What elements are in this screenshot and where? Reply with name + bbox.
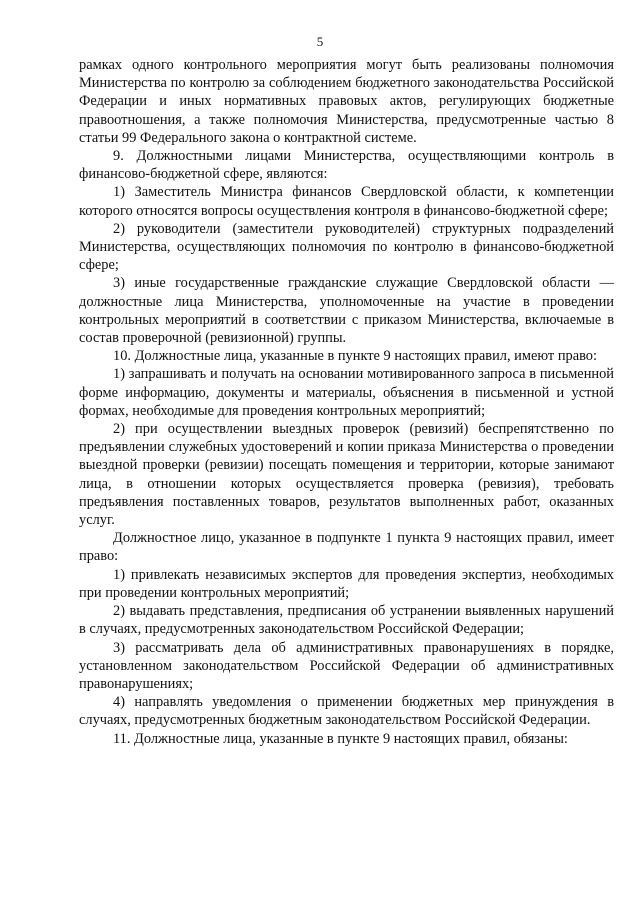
paragraph-item-9-2: 2) руководители (заместители руководителей) структурных подразделений Министерства, осуществляющих полномочия по контролю в финансово-бюджетной сфере; — [79, 220, 614, 274]
paragraph-item-10-1: 1) запрашивать и получать на основании мотивированного запроса в письменной форме информацию, документы и материалы, объяснения в письменной и устной формах, необходимые для проведения контрольных мероприятий; — [79, 366, 614, 419]
paragraph-item-10: 10. Должностные лица, указанные в пункте 9 настоящих правил, имеют право: — [113, 348, 597, 365]
paragraph-official-rights-2: 2) выдавать представления, предписания об устранении выявленных нарушений в случаях, предусмотренных законодательством Российской Федерации; — [79, 603, 614, 638]
paragraph-item-9-1: 1) Заместитель Министра финансов Свердловской области, к компетенции которого относятся вопросы осуществления контроля в финансово-бюджетной сфере; — [79, 184, 614, 219]
paragraph-item-10-2: 2) при осуществлении выездных проверок (ревизий) беспрепятственно по предъявлении служебных удостоверений и копии приказа Министерства о проведении выездной проверки (ревизии) посещать помещения и территории, которые занимают лица, в отношении которых осуществляется проверка (ревизия), требовать предъявления поставленных товаров, результатов выполненных работ, оказанных услуг. — [79, 421, 614, 529]
paragraph-official-rights-3: 3) рассматривать дела об административных правонарушениях в порядке, установленном законодательством Российской Федерации об административных правонарушениях; — [79, 639, 614, 692]
paragraph-item-11: 11. Должностные лица, указанные в пункте 9 настоящих правил, обязаны: — [113, 730, 568, 747]
document-body — [79, 56, 614, 748]
paragraph-item-9-3: 3) иные государственные гражданские служащие Свердловской области — должностные лица Министерства, уполномоченные на участие в проведении контрольных мероприятий в соответствии с приказом Министерства, включаемые в состав проверочной (ревизионной) группы. — [79, 275, 614, 347]
paragraph-item-9: 9. Должностными лицами Министерства, осуществляющими контроль в финансово-бюджетной сфере, являются: — [79, 148, 614, 183]
paragraph-official-rights-4: 4) направлять уведомления о применении бюджетных мер принуждения в случаях, предусмотренных бюджетным законодательством Российской Федерации. — [79, 694, 614, 729]
paragraph-continuation: рамках одного контрольного мероприятия могут быть реализованы полномочия Министерства по контролю за соблюдением бюджетного законодательства Российской Федерации и иных нормативных правовых актов, регулирующих бюджетные правоотношения, а также полномочия Министерства, предусмотренные частью 8 статьи 99 Федерального закона о контрактной системе. — [79, 57, 614, 146]
page-number: 5 — [316, 34, 324, 49]
paragraph-official-rights: Должностное лицо, указанное в подпункте 1 пункта 9 настоящих правил, имеет право: — [79, 530, 614, 565]
paragraph-official-rights-1: 1) привлекать независимых экспертов для проведения экспертиз, необходимых при проведении контрольных мероприятий; — [79, 566, 614, 601]
